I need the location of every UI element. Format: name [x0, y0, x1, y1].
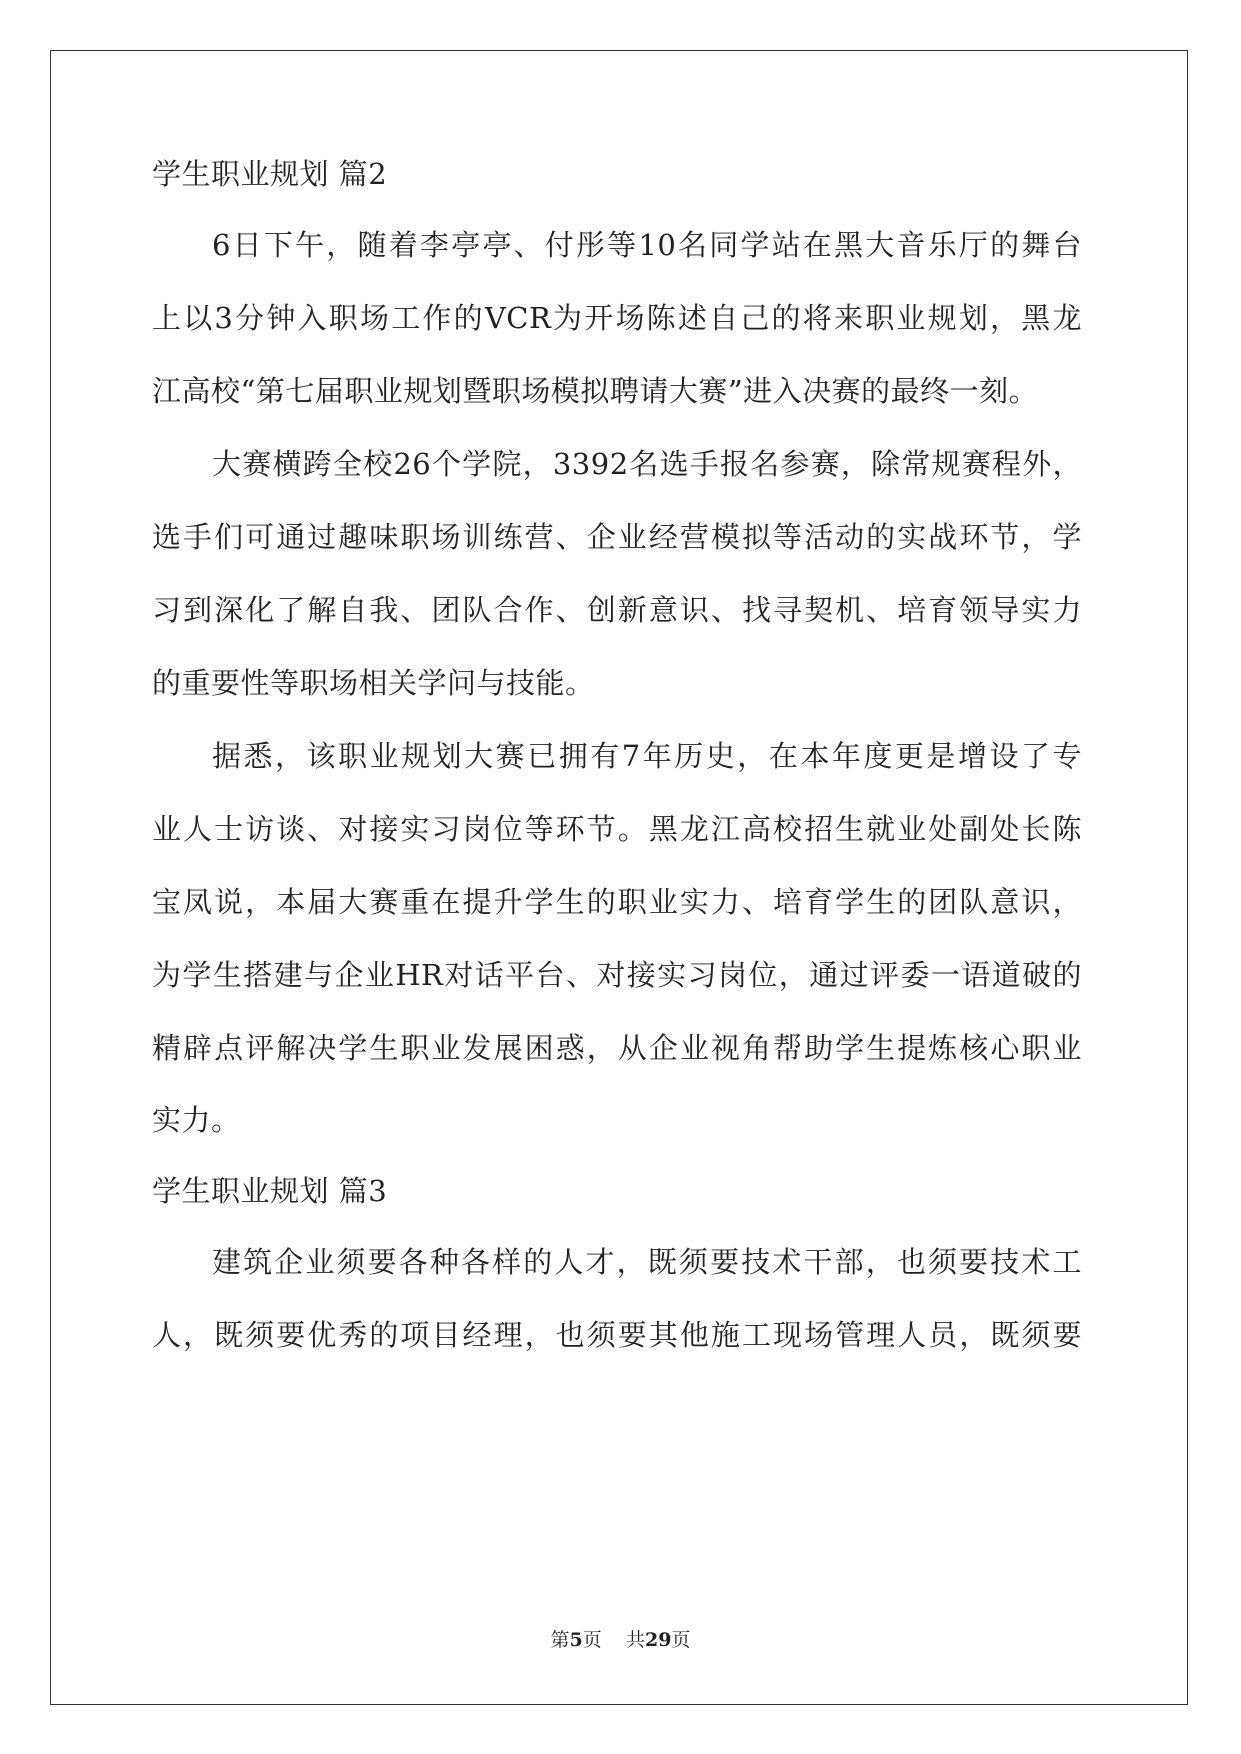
paragraph-line: 6日下午，随着李亭亭、付彤等10名同学站在黑大音乐厅的舞台: [212, 228, 1082, 262]
paragraph-line: 为学生搭建与企业HR对话平台、对接实习岗位，通过评委一语道破的: [152, 958, 1082, 992]
paragraph-line: 建筑企业须要各种各样的人才，既须要技术干部，也须要技术工: [212, 1245, 1082, 1279]
page-footer: [0, 1628, 1241, 1652]
section-heading: 学生职业规划 篇2: [152, 157, 388, 191]
total-prefix: 共: [625, 1629, 645, 1651]
total-suffix: 页: [671, 1629, 691, 1651]
paragraph-line: 业人士访谈、对接实习岗位等环节。黑龙江高校招生就业处副处长陈: [152, 812, 1082, 846]
paragraph-line: 上以3分钟入职场工作的VCR为开场陈述自己的将来职业规划，黑龙: [152, 301, 1082, 335]
paragraph-line: 选手们可通过趣味职场训练营、企业经营模拟等活动的实战环节，学: [152, 520, 1082, 554]
paragraph-line: 人，既须要优秀的项目经理，也须要其他施工现场管理人员，既须要: [152, 1318, 1082, 1352]
paragraph-line: 习到深化了解自我、团队合作、创新意识、找寻契机、培育领导实力: [152, 593, 1082, 627]
paragraph-line: 据悉，该职业规划大赛已拥有7年历史，在本年度更是增设了专: [212, 739, 1082, 773]
paragraph-line: 宝凤说，本届大赛重在提升学生的职业实力、培育学生的团队意识，: [152, 885, 1082, 919]
paragraph-line: 精辟点评解决学生职业发展困惑，从企业视角帮助学生提炼核心职业: [152, 1031, 1082, 1065]
paragraph-line: 大赛横跨全校26个学院，3392名选手报名参赛，除常规赛程外，: [212, 447, 1082, 481]
total-pages: 29: [644, 1629, 672, 1651]
section-heading: 学生职业规划 篇3: [152, 1174, 388, 1208]
paragraph-line: 的重要性等职场相关学问与技能。: [152, 666, 595, 700]
page-prefix: 第: [550, 1629, 570, 1651]
paragraph-line: 江高校“第七届职业规划暨职场模拟聘请大赛”进入决赛的最终一刻。: [152, 374, 1039, 408]
page-suffix: 页: [582, 1629, 602, 1651]
page-number: 5: [569, 1629, 583, 1651]
paragraph-line: 实力。: [152, 1103, 241, 1137]
